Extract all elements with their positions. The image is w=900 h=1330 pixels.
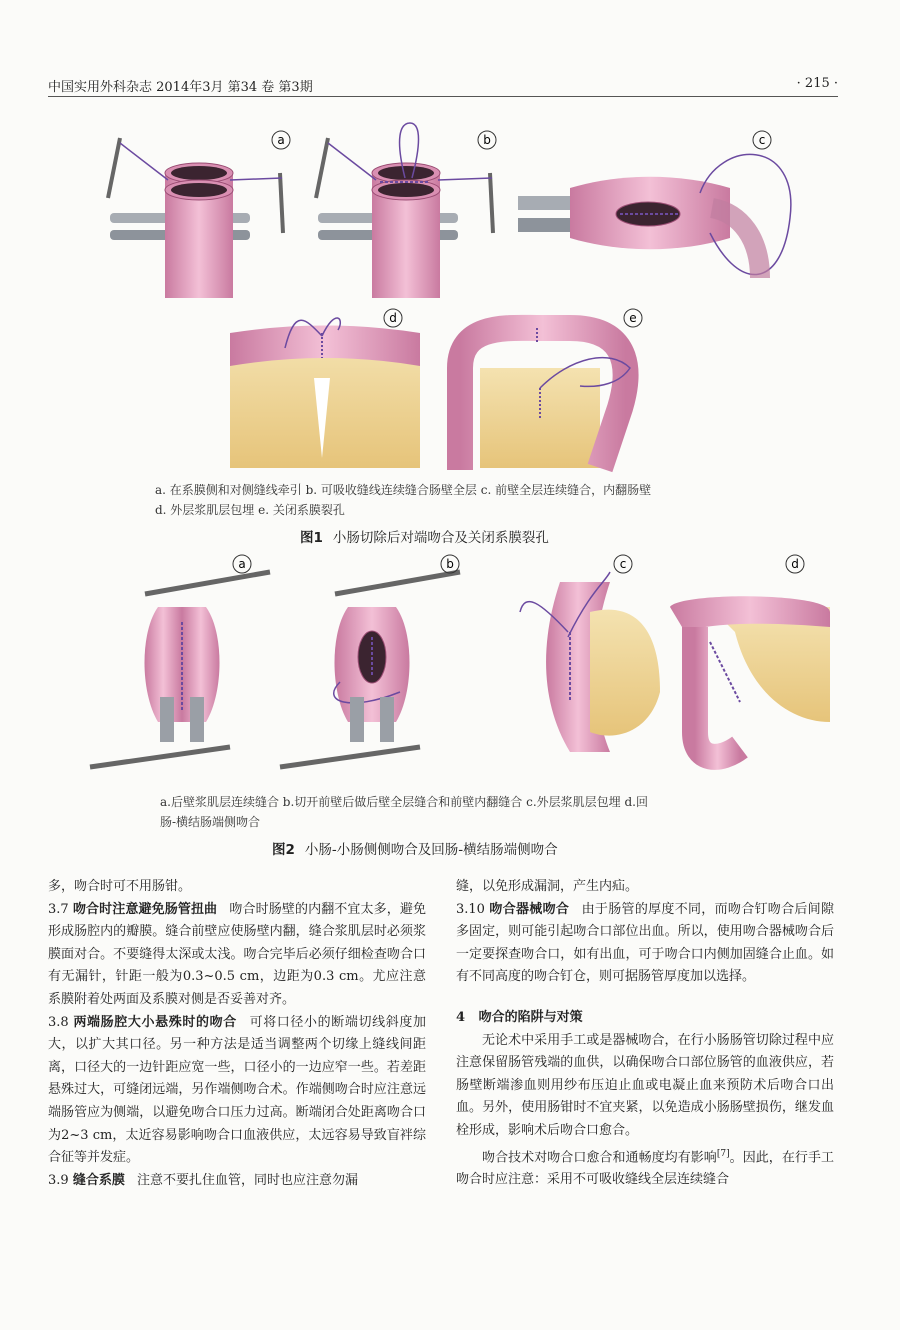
figure-2-title-text: 小肠-小肠侧侧吻合及回肠-横结肠端侧吻合 [304, 842, 558, 858]
section-3-8-number: 3.8 [48, 1014, 69, 1030]
section-4-paragraph-1: 无论术中采用手工或是器械吻合，在行小肠肠管切除过程中应注意保留肠管残端的血供，以确保吻合口部位肠管的血液供应，若肠壁断端渗血则用纱布压迫止血或电凝止血来预防术后吻合口出血。另外，使用肠钳时不宜夹紧，以免造成小肠肠壁损伤，继发血栓形成，影响术后吻合口愈合。 [456, 1032, 834, 1138]
figure-1-legend-line2: d. 外层浆肌层包埋 e. 关闭系膜裂孔 [155, 503, 345, 517]
section-4-paragraph-2 [456, 1143, 834, 1193]
section-3-10-number: 3.10 [456, 901, 485, 917]
fig1-panel-b [316, 123, 493, 298]
section-3-9-number: 3.9 [48, 1172, 69, 1188]
fig1-panel-a [108, 138, 283, 298]
fig1-panel-c [518, 154, 791, 278]
figure-1-legend [155, 480, 651, 520]
figure-1-legend-line1: a. 在系膜侧和对侧缝线牵引 b. 可吸收缝线连续缝合肠壁全层 c. 前壁全层连续缝合，内翻肠壁 [155, 483, 652, 497]
figure-1 [100, 118, 800, 473]
fig2-label-c: c [619, 557, 627, 571]
figure-2-legend [160, 792, 648, 832]
figure-2-legend-line2: 肠-横结肠端侧吻合 [160, 815, 261, 829]
section-3-7-number: 3.7 [48, 901, 69, 917]
figure-1-number: 图1 [300, 530, 323, 546]
figure-1-title-text: 小肠切除后对端吻合及关闭系膜裂孔 [332, 530, 549, 546]
right-column [456, 876, 834, 1192]
figure-2 [70, 552, 830, 782]
fig1-label-c: c [758, 133, 766, 147]
section-3-7 [48, 899, 426, 1012]
fig1-label-d: d [389, 311, 397, 325]
figure-2-illustration [70, 552, 830, 782]
section-4-title: 吻合的陷阱与对策 [478, 1009, 583, 1025]
section-3-8-title: 两端肠腔大小悬殊时的吻合 [73, 1014, 237, 1030]
fig2-label-d: d [791, 557, 799, 571]
section-4-paragraph-2-b: 。因此，在行手工吻合时应注意：采用不可吸收缝线全层连续缝合 [456, 1149, 834, 1188]
fig2-panel-a [90, 572, 270, 767]
section-4-number: 4 [456, 1009, 466, 1025]
section-3-10-title: 吻合器械吻合 [489, 901, 570, 917]
section-3-7-title: 吻合时注意避免肠管扭曲 [72, 901, 218, 917]
fig1-panel-d [230, 318, 420, 468]
section-4-heading [456, 1007, 834, 1030]
fig2-label-a: a [238, 557, 246, 571]
section-3-10-body: 由于肠管的厚度不同，而吻合钉吻合后间隙多固定，则可能引起吻合口部位出血。所以，使用吻合器械吻合后一定要探查吻合口，如有出血，可于吻合口内侧加固缝合止血。如有不同高度的吻合钉仓，则可据肠管厚度加以选择。 [456, 901, 834, 985]
section-3-9 [48, 1170, 426, 1193]
fig1-label-a: a [277, 133, 285, 147]
fig2-panel-d [670, 596, 830, 757]
figure-2-legend-line1: a.后壁浆肌层连续缝合 b.切开前壁后做后壁全层缝合和前壁内翻缝合 c.外层浆肌层包埋 d.回 [160, 795, 648, 809]
section-3-8 [48, 1012, 426, 1170]
fig1-label-e: e [629, 311, 637, 325]
citation-7[interactable]: [7] [716, 1148, 730, 1159]
fig2-panel-c [520, 572, 660, 752]
page-number: · 215 · [796, 76, 838, 91]
left-continuation: 多，吻合时可不用肠钳。 [48, 879, 192, 894]
section-4-paragraph-2-a: 吻合技术对吻合口愈合和通畅度均有影响 [482, 1149, 717, 1165]
section-3-10 [456, 899, 834, 989]
fig2-panel-labels [233, 555, 804, 573]
figure-1-title [300, 526, 549, 546]
left-column [48, 876, 426, 1192]
journal-info: 中国实用外科杂志 2014年3月 第34 卷 第3期 [48, 80, 313, 95]
header-rule [48, 96, 838, 97]
figure-1-illustration [100, 118, 800, 473]
fig2-panel-b [280, 572, 460, 767]
section-3-9-body: 注意不要扎住血管，同时也应注意勿漏 [136, 1172, 358, 1188]
section-3-9-title: 缝合系膜 [72, 1172, 125, 1188]
fig1-panel-e [460, 328, 630, 470]
fig2-label-b: b [446, 557, 454, 571]
figure-2-title [272, 838, 558, 858]
figure-2-number: 图2 [272, 842, 295, 858]
right-continuation: 缝，以免形成漏洞，产生内疝。 [456, 879, 639, 894]
fig1-label-b: b [483, 133, 491, 147]
section-3-8-body: 可将口径小的断端切线斜度加大，以扩大其口径。另一种方法是适当调整两个切缘上缝线间距离，口径大的一边针距应宽一些，口径小的一边应窄一些。若差距悬殊过大，可缝闭远端，另作端侧吻合术。作端侧吻合时应注意远端肠管应为侧端，以避免吻合口压力过高。断端闭合处距离吻合口为2~3 cm，太近容易影响吻合口血液供应，太远容易导致盲袢综合征等并发症。 [48, 1014, 426, 1166]
section-3-7-body: 吻合时肠壁的内翻不宜太多，避免形成肠腔内的瓣膜。缝合前壁应使肠壁内翻，缝合浆肌层时必须浆膜面对合。不要缝得太深或太浅。吻合完毕后必须仔细检查吻合口有无漏针，针距一般为0.3~0.5 cm，边距为0.3 cm。尤应注意系膜附着处两面及系膜对侧是否妥善对齐。 [48, 901, 426, 1007]
